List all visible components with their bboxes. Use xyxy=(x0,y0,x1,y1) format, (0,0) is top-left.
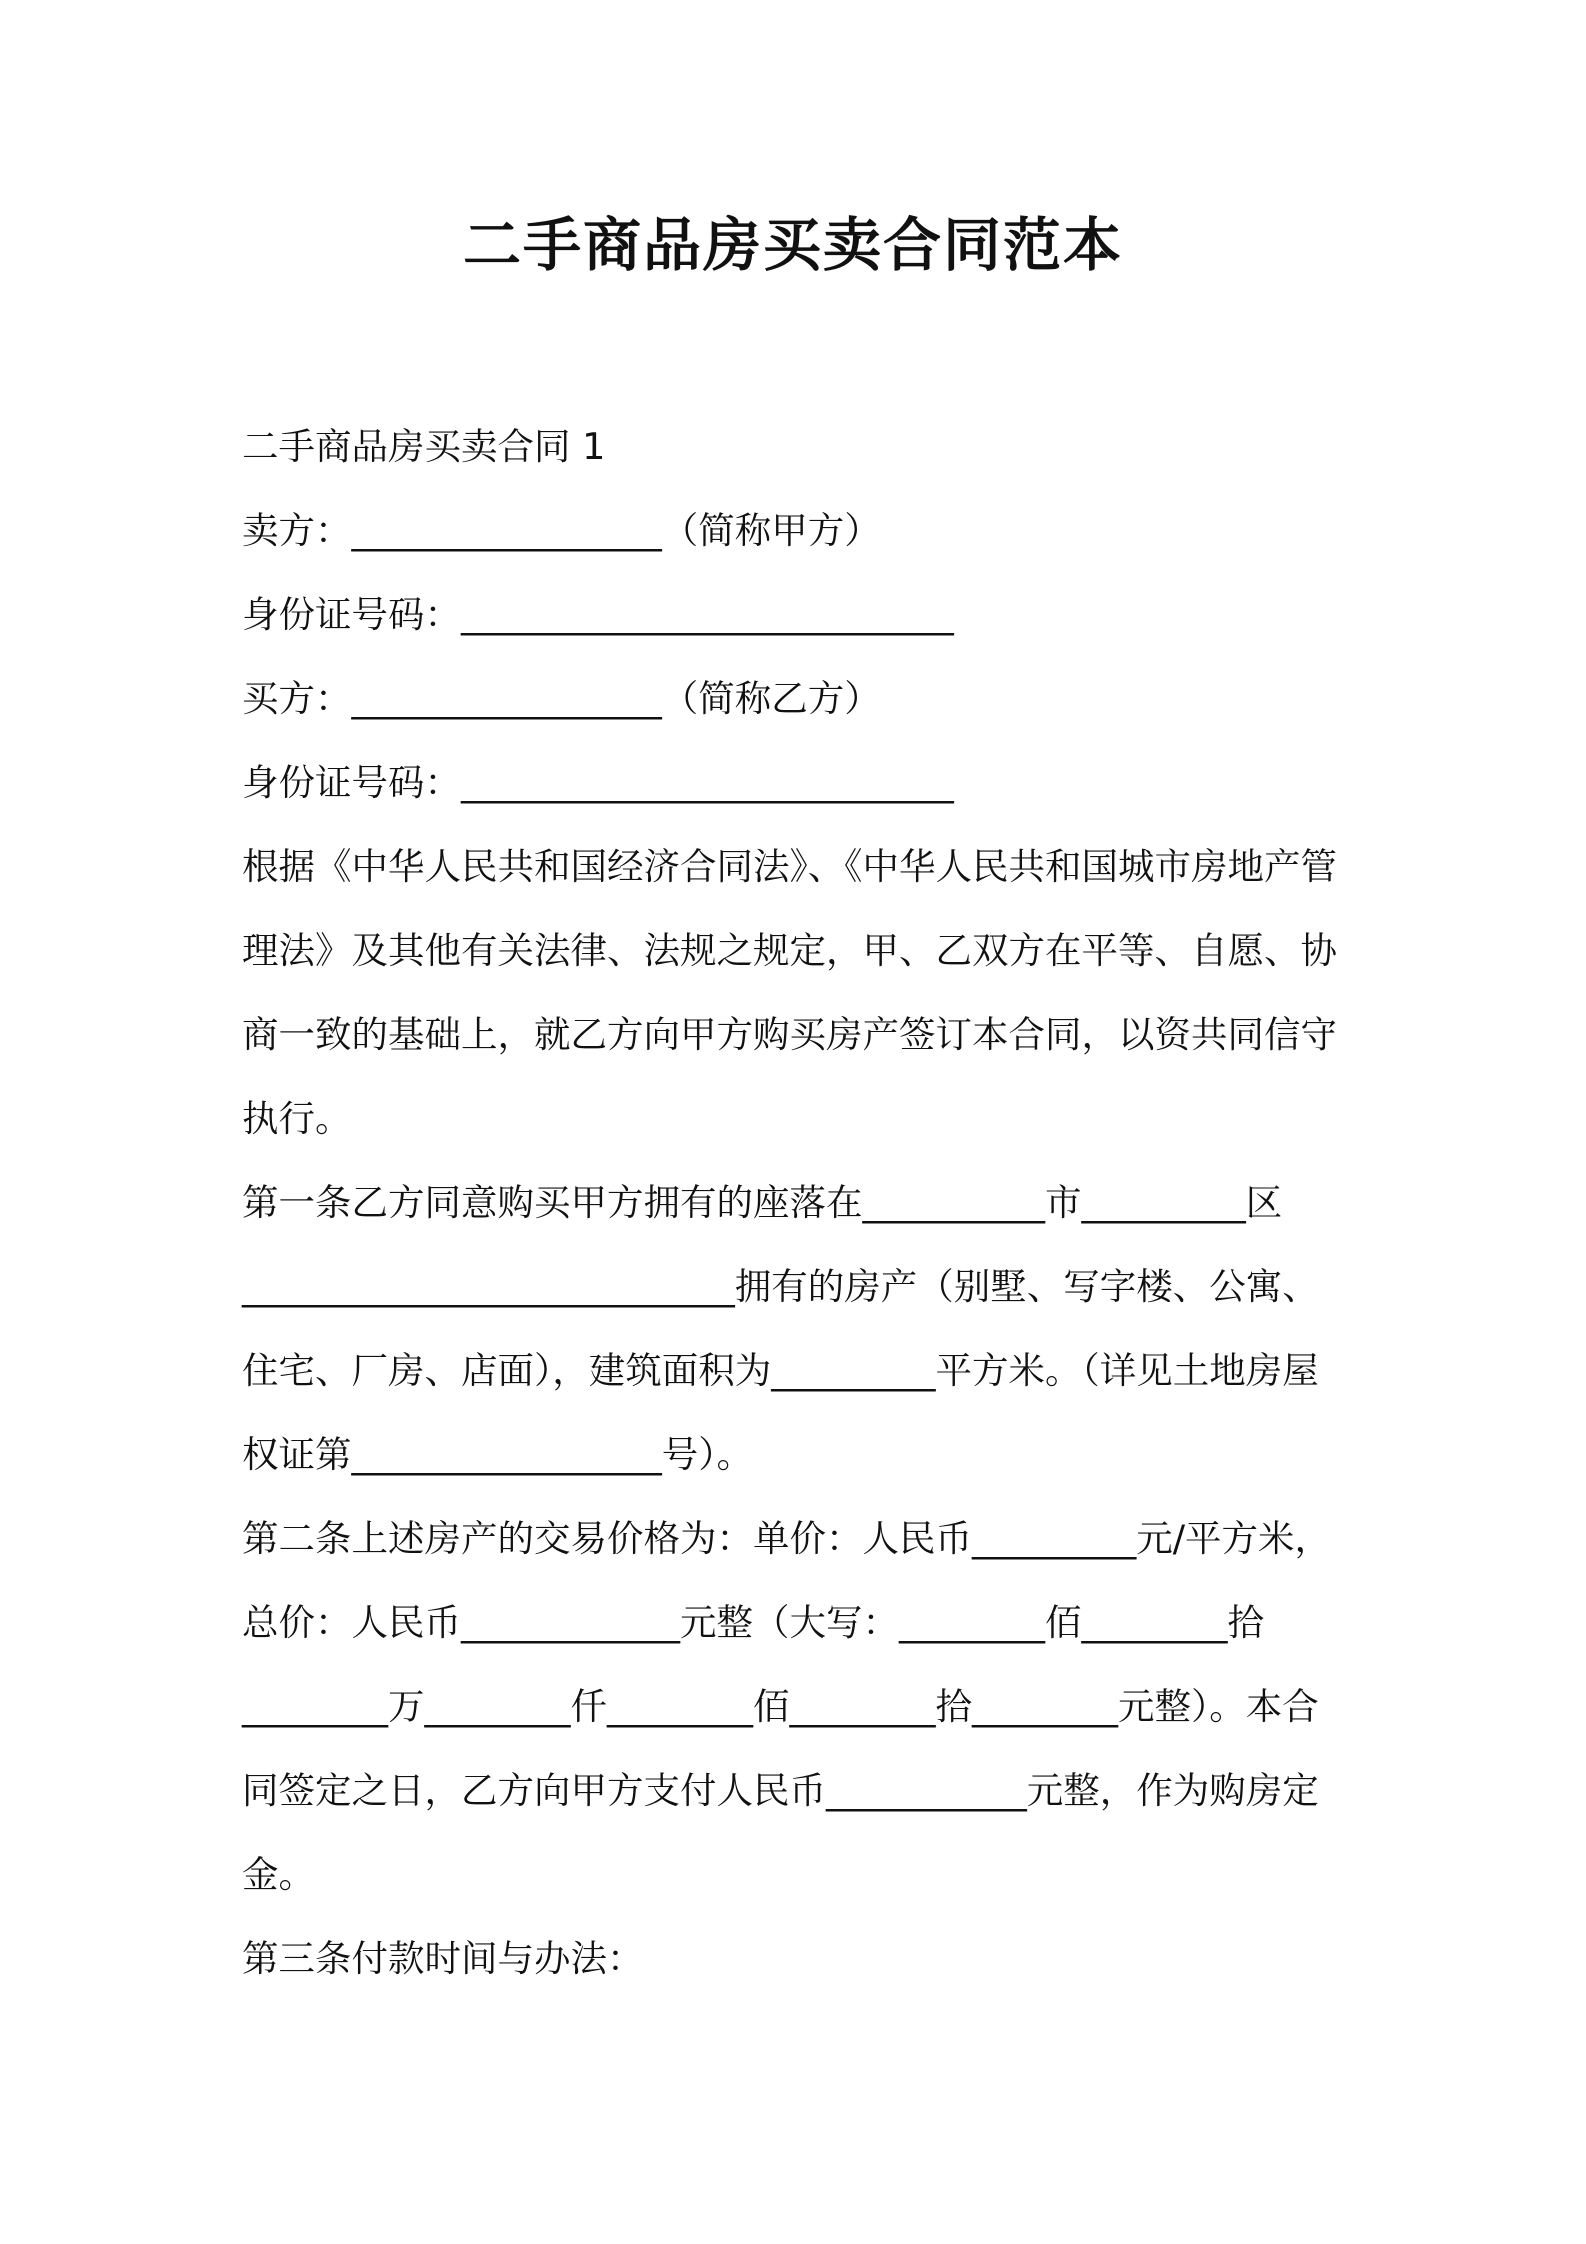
preamble-line: 根据《中华人民共和国经济合同法》、《中华人民共和国城市房地产管 xyxy=(242,845,1337,888)
document-title: 二手商品房买卖合同范本 xyxy=(462,211,1123,279)
article-2-line: 金。 xyxy=(242,1853,315,1896)
article-3-heading: 第三条付款时间与办法： xyxy=(242,1937,644,1980)
preamble-line: 理法》及其他有关法律、法规之规定，甲、乙双方在平等、自愿、协 xyxy=(242,929,1337,972)
preamble-line: 执行。 xyxy=(242,1097,352,1140)
article-1-line: ___________________________拥有的房产（别墅、写字楼、公寓、 xyxy=(242,1265,1319,1308)
preamble-line: 商一致的基础上，就乙方向甲方购买房产签订本合同，以资共同信守 xyxy=(242,1013,1337,1056)
article-2-line: 同签定之日，乙方向甲方支付人民币___________元整，作为购房定 xyxy=(242,1769,1319,1812)
buyer-id-line: 身份证号码：___________________________ xyxy=(242,761,954,804)
section-heading: 二手商品房买卖合同 1 xyxy=(242,425,606,468)
article-2-line: ________万________仟________佰________拾________元整）。本合 xyxy=(242,1685,1319,1728)
article-1-line: 第一条乙方同意购买甲方拥有的座落在__________市_________区 xyxy=(242,1181,1283,1224)
contract-body xyxy=(242,405,1357,2001)
article-2-line: 第二条上述房产的交易价格为：单价：人民币_________元/平方米， xyxy=(242,1517,1332,1560)
seller-id-line: 身份证号码：___________________________ xyxy=(242,593,954,636)
article-1-line: 权证第_________________号）。 xyxy=(242,1433,753,1476)
article-2-line: 总价：人民币____________元整（大写：________佰________拾 xyxy=(242,1601,1264,1644)
seller-line: 卖方：_________________（简称甲方） xyxy=(242,509,881,552)
buyer-line: 买方：_________________（简称乙方） xyxy=(242,677,881,720)
article-1-line: 住宅、厂房、店面），建筑面积为_________平方米。（详见土地房屋 xyxy=(242,1349,1319,1392)
